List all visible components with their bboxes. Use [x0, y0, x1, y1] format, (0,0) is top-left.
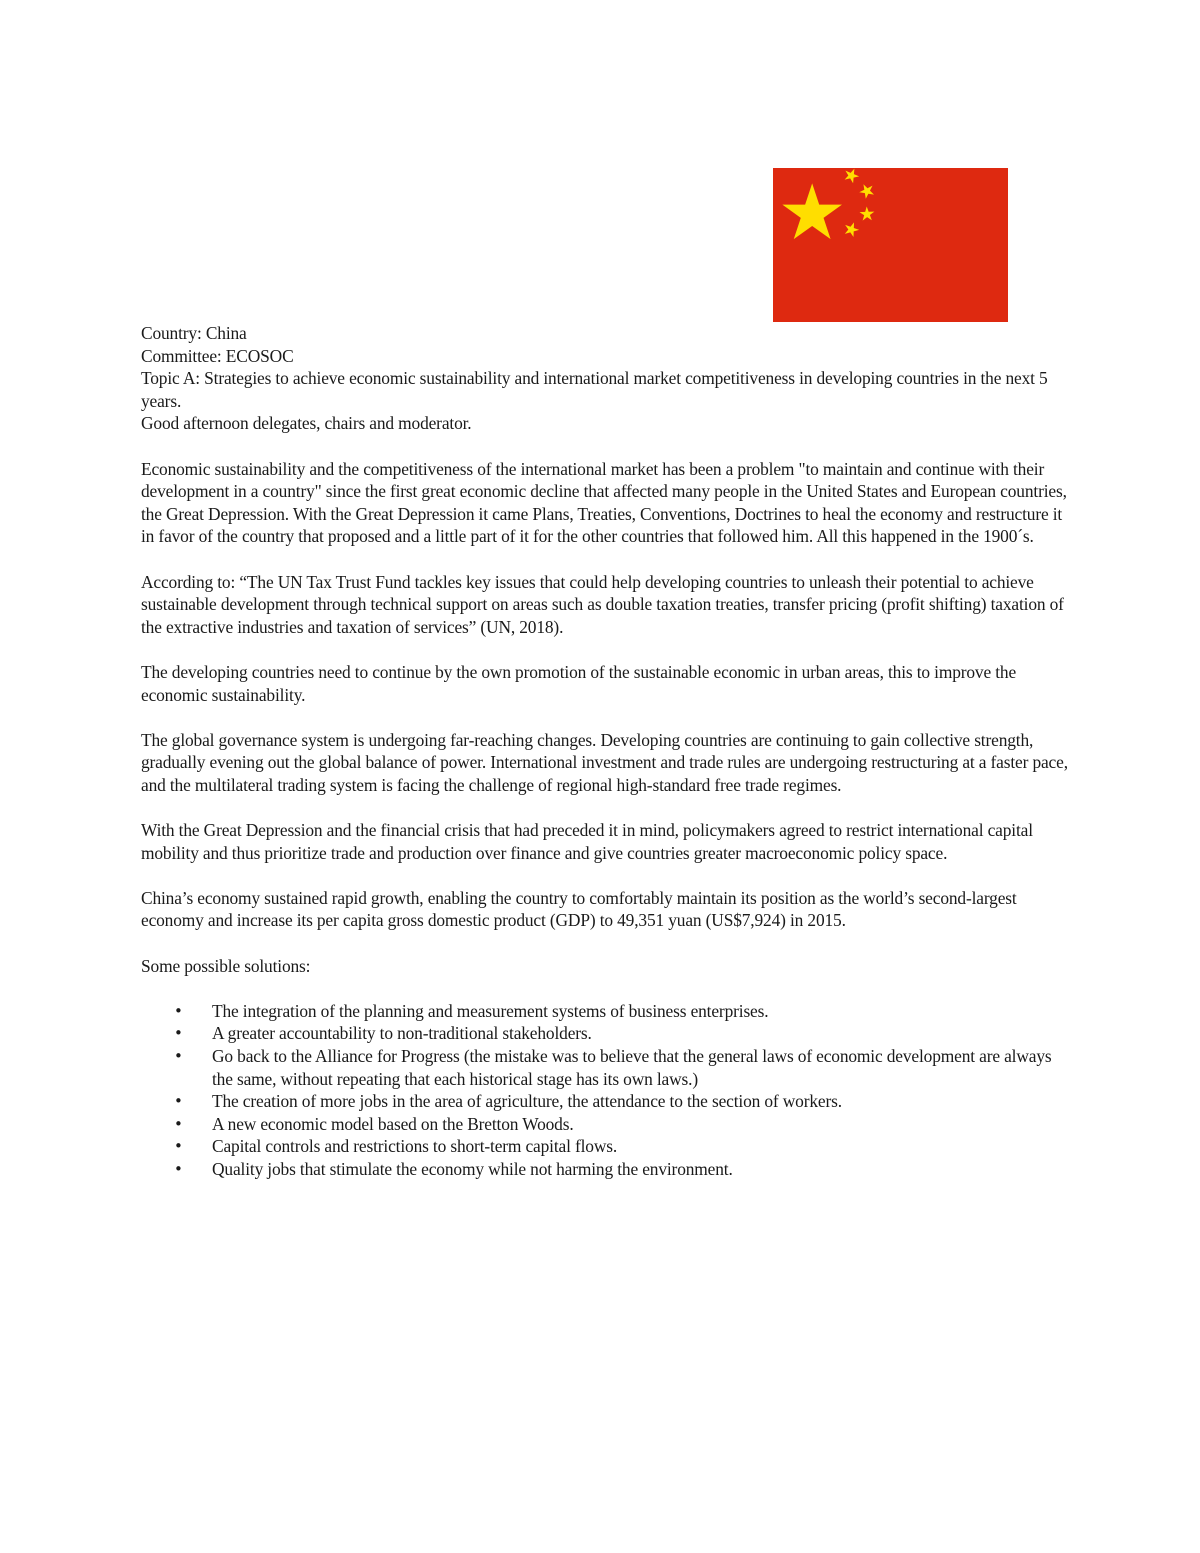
- list-item-text: Capital controls and restrictions to short-term capital flows.: [212, 1136, 618, 1157]
- paragraph-urban-promotion: The developing countries need to continue by the own promotion of the sustainable economic in urban areas, this to improve the economic sustainability.: [141, 661, 1017, 705]
- bullet-icon: •: [174, 1024, 183, 1043]
- bullet-icon: •: [174, 1114, 183, 1133]
- list-item-text: A greater accountability to non-traditional stakeholders.: [212, 1023, 592, 1044]
- paragraph-great-depression: Economic sustainability and the competitiveness of the international market has been a problem "to maintain and continue with their development in a country" since the first great economic decline that affected many people in the United States and European countries, the Great Depression. With the Great Depression it came Plans, Treaties, Conventions, Doctrines to heal the economy and restructure it in favor of the country that proposed and a little part of it for the other countries that followed him. All this happened in the 1900´s.: [141, 458, 1067, 547]
- china-flag-icon: [773, 168, 1008, 322]
- list-item: [141, 1000, 1071, 1023]
- bullet-icon: •: [174, 1092, 183, 1111]
- solutions-list: [141, 1000, 1071, 1181]
- document-header: [141, 322, 1071, 412]
- list-item: [141, 1158, 1071, 1181]
- committee-line: Committee: ECOSOC: [141, 345, 294, 366]
- paragraph-china-economy: China’s economy sustained rapid growth, enabling the country to comfortably maintain its position as the world’s second-largest economy and increase its per capita gross domestic product (GDP) to 49,351 yuan (US$7,924) in 2015.: [141, 887, 1017, 931]
- list-item: [141, 1113, 1071, 1136]
- list-item-text: Quality jobs that stimulate the economy while not harming the environment.: [212, 1158, 733, 1179]
- bullet-icon: •: [174, 1001, 183, 1020]
- paragraph-global-governance: The global governance system is undergoing far-reaching changes. Developing countries are continuing to gain collective strength, gradually evening out the global balance of power. International investment and trade rules are undergoing restructuring at a faster pace, and the multilateral trading system is facing the challenge of regional high-standard free trade regimes.: [141, 729, 1068, 795]
- bullet-icon: •: [174, 1159, 183, 1178]
- paragraph-capital-mobility: With the Great Depression and the financial crisis that had preceded it in mind, policymakers agreed to restrict international capital mobility and thus prioritize trade and production over finance and give countries greater macroeconomic policy space.: [141, 820, 1033, 863]
- list-item-text: The integration of the planning and measurement systems of business enterprises.: [212, 1000, 769, 1021]
- list-item: [141, 1045, 1071, 1090]
- list-item: [141, 1090, 1071, 1113]
- bullet-icon: •: [174, 1137, 183, 1156]
- bullet-icon: •: [174, 1047, 183, 1065]
- list-item: [141, 1135, 1071, 1158]
- list-item: [141, 1022, 1071, 1045]
- greeting: Good afternoon delegates, chairs and moderator.: [141, 413, 472, 434]
- country-line: Country: China: [141, 323, 247, 343]
- paragraph-un-tax-quote: According to: “The UN Tax Trust Fund tackles key issues that could help developing countries to unleash their potential to achieve sustainable development through technical support on areas such as double taxation treaties, transfer pricing (profit shifting) taxation of the extractive industries and taxation of services” (UN, 2018).: [141, 571, 1064, 637]
- list-item-text: The creation of more jobs in the area of agriculture, the attendance to the section of workers.: [212, 1091, 842, 1112]
- solutions-intro: Some possible solutions:: [141, 955, 311, 976]
- document-body: [141, 322, 1071, 1181]
- topic-line: Topic A: Strategies to achieve economic sustainability and international market competitiveness in developing countries in the next 5 years.: [141, 368, 1048, 411]
- list-item-text: Go back to the Alliance for Progress (the mistake was to believe that the general laws of economic development are always the same, without repeating that each historical stage has its own laws.): [212, 1046, 1052, 1089]
- list-item-text: A new economic model based on the Bretton Woods.: [212, 1113, 574, 1134]
